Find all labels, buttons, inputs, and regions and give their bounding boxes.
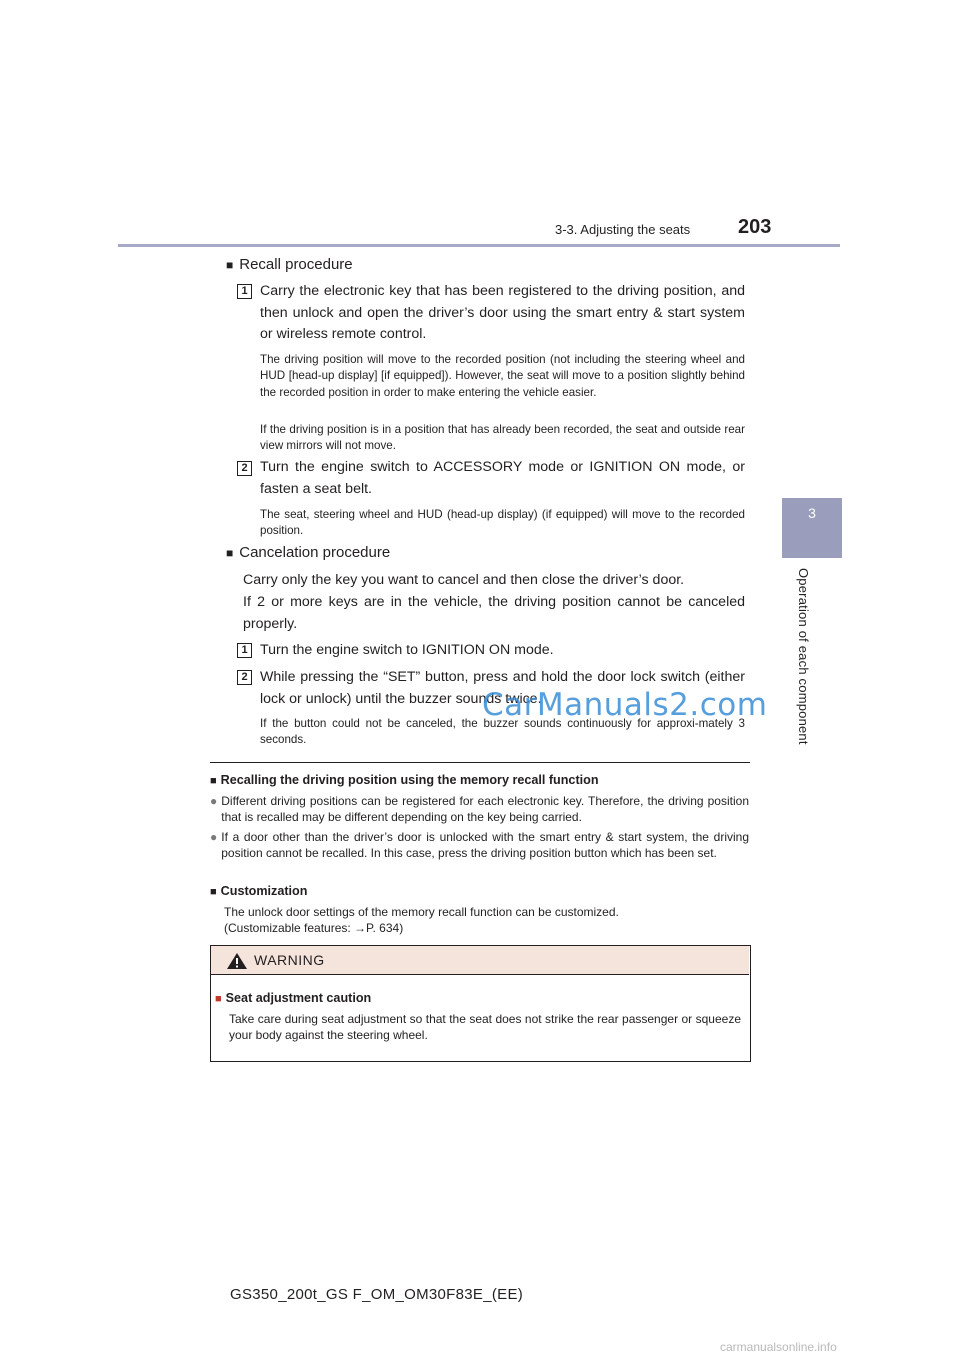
cancel-heading-text: Cancelation procedure: [239, 544, 391, 561]
header-rule: [118, 244, 840, 247]
recall-step-1-note-2: If the driving position is in a position that has already been recorded, the seat and outside rear view mirrors will not move.: [260, 423, 745, 453]
watermark: CarManuals2.com: [482, 687, 768, 723]
warning-subheading-text: Seat adjustment caution: [225, 991, 372, 1005]
square-bullet-icon: ■: [210, 886, 217, 898]
cancel-step-2: While pressing the “SET” button, press and hold the door lock switch (either lock or unlock) until the buzzer sounds twice.: [260, 669, 745, 707]
cancel-intro-2: If 2 or more keys are in the vehicle, the driving position cannot be canceled properly.: [243, 594, 745, 632]
step-number: 1: [237, 284, 252, 299]
recall-heading: [226, 256, 353, 273]
bullet-icon: ●: [210, 794, 218, 808]
list-item: [210, 829, 749, 862]
list-item-text: If a door other than the driver’s door is unlocked with the smart entry & start system, the driving position cannot be recalled. In this case, press the driving position button which has been set.: [221, 830, 749, 861]
bullet-icon: ●: [210, 830, 218, 844]
square-bullet-icon: ■: [226, 546, 234, 560]
warning-text: Take care during seat adjustment so that the seat does not strike the rear passenger or squeeze your body against the steering wheel.: [229, 1012, 741, 1043]
section-title: 3-3. Adjusting the seats: [555, 222, 691, 237]
recalling-heading: [210, 771, 599, 789]
page-number: 203: [738, 216, 772, 238]
document-code: GS350_200t_GS F_OM_OM30F83E_(EE): [230, 1286, 524, 1303]
customization-heading: [210, 882, 307, 900]
square-bullet-icon: ■: [210, 775, 217, 787]
recall-heading-text: Recall procedure: [239, 256, 353, 273]
recall-step-2: Turn the engine switch to ACCESSORY mode or IGNITION ON mode, or fasten a seat belt.: [260, 459, 745, 497]
chapter-title: Operation of each component: [796, 568, 811, 745]
cancel-step-2-note: If the button could not be canceled, the buzzer sounds continuously for approxi-mately 3 seconds.: [260, 717, 745, 747]
step-number: 1: [237, 643, 252, 658]
square-bullet-icon: ■: [226, 258, 234, 272]
step-number: 2: [237, 461, 252, 476]
cancel-intro-1: Carry only the key you want to cancel and then close the driver’s door.: [243, 572, 685, 588]
warning-title: WARNING: [254, 952, 325, 968]
customization-heading-text: Customization: [220, 884, 308, 898]
step-number: 2: [237, 670, 252, 685]
recall-step-1-note-1: The driving position will move to the recorded position (not including the steering wheel and HUD [head-up display] [if equipped]). However, the seat will move to a position slightly behind the recorded position in order to make entering the vehicle easier.: [260, 353, 745, 399]
cancel-heading: [226, 544, 390, 561]
cancel-step-1: Turn the engine switch to IGNITION ON mode.: [260, 642, 554, 658]
warning-subheading: [215, 989, 371, 1007]
customization-line-1: The unlock door settings of the memory recall function can be customized.: [224, 905, 619, 919]
section-divider: [210, 762, 750, 763]
customization-line-2: (Customizable features: →P. 634): [224, 921, 404, 935]
source-site: carmanualsonline.info: [720, 1340, 837, 1354]
recall-step-2-note: The seat, steering wheel and HUD (head-up display) (if equipped) will move to the recorded position.: [260, 508, 745, 538]
list-item: [210, 793, 749, 826]
square-bullet-icon: ■: [215, 993, 222, 1005]
recall-step-1: Carry the electronic key that has been registered to the driving position, and then unlock and open the driver’s door using the smart entry & start system or wireless remote control.: [260, 283, 745, 342]
chapter-number: 3: [808, 505, 816, 521]
recalling-heading-text: Recalling the driving position using the memory recall function: [220, 773, 599, 787]
list-item-text: Different driving positions can be registered for each electronic key. Therefore, the driving position that is recalled may be different depending on the key being carried.: [221, 794, 749, 825]
warning-triangle-icon: [226, 952, 248, 970]
